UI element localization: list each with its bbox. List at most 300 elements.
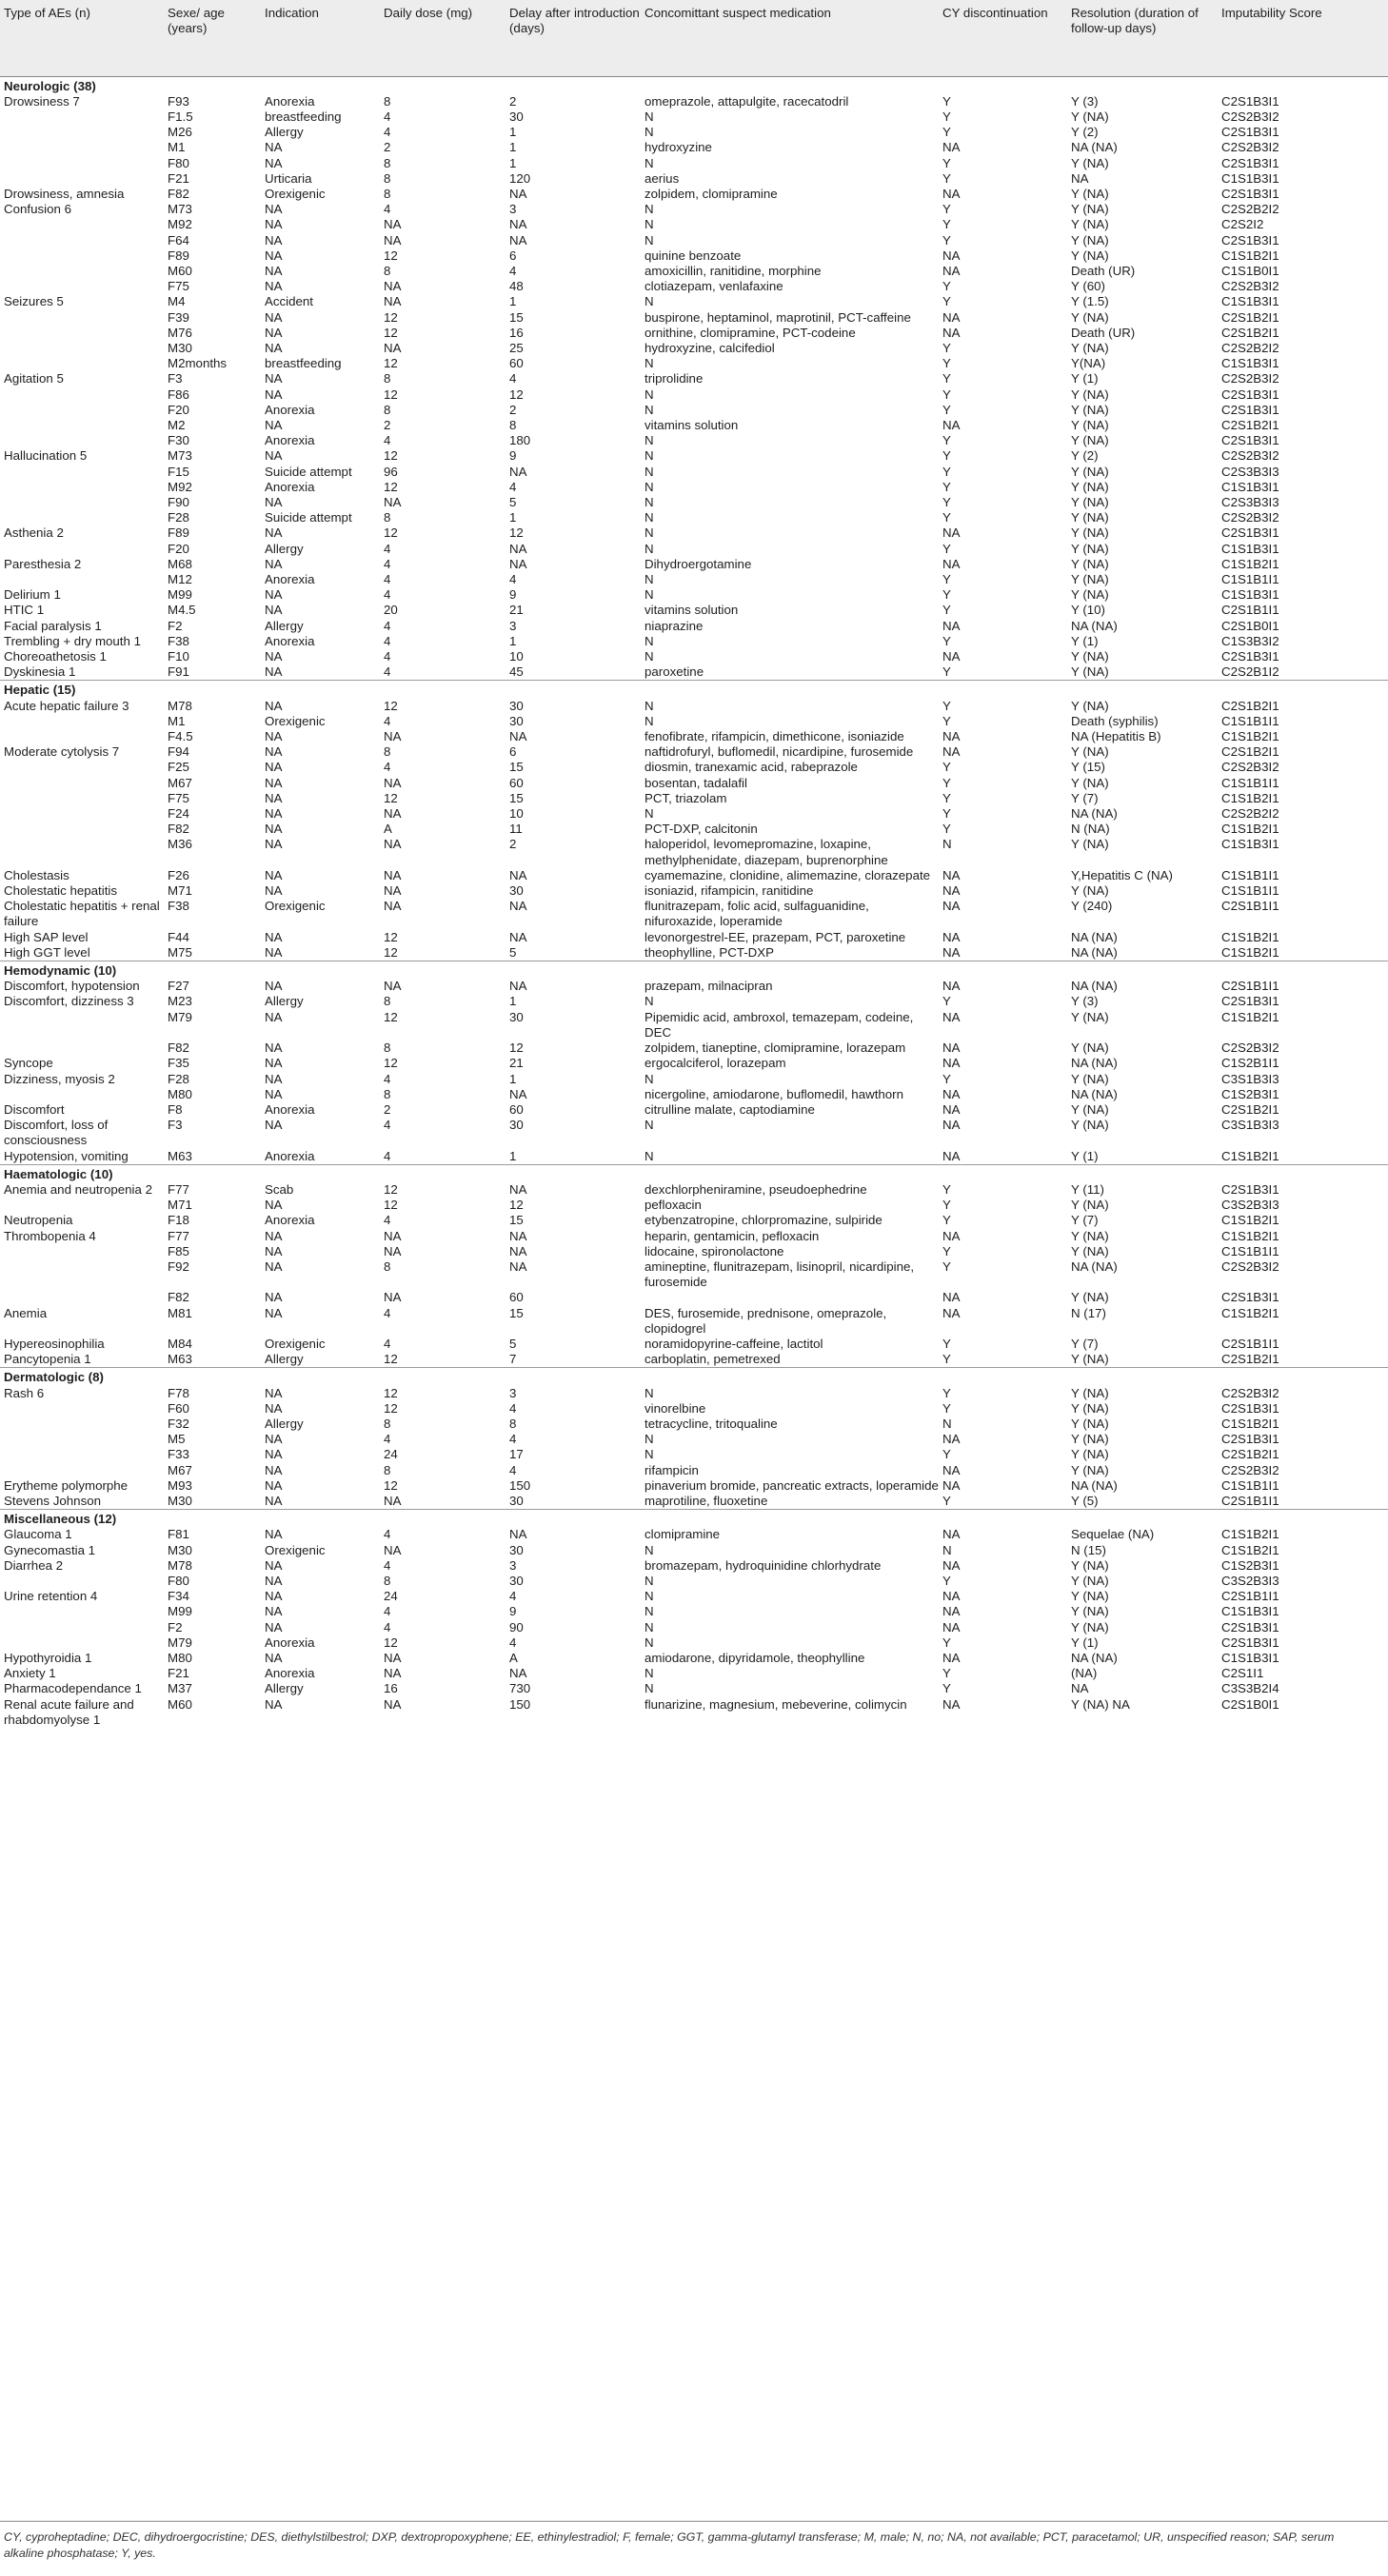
cell-indication: Accident — [265, 294, 313, 309]
cell-type-of-aes — [0, 109, 168, 125]
cell-delay-after-introduction: 1 — [509, 994, 517, 1009]
cell-type-of-aes — [0, 1259, 168, 1290]
cell-daily-dose: 12 — [384, 309, 398, 325]
cell-delay-after-introduction: 60 — [509, 1101, 524, 1117]
cell-daily-dose: 4 — [384, 713, 391, 728]
cell-daily-dose: 12 — [384, 1400, 398, 1416]
cell-concomitant-medication: N — [644, 386, 654, 402]
cell-imputability-score: C1S2B1I1 — [1221, 1056, 1279, 1071]
cell-imputability-score: C2S1B3I1 — [1221, 1181, 1279, 1197]
cell-imputability-score: C2S1B3I1 — [1221, 155, 1279, 170]
cell-concomitant-medication: N — [644, 294, 654, 309]
table-row — [0, 1259, 1388, 1290]
cell-type-of-aes: Asthenia 2 — [4, 525, 64, 541]
cell-indication: Anorexia — [265, 1213, 315, 1228]
cell-sex-age: F44 — [168, 929, 189, 944]
cell-imputability-score: C1S2B3I1 — [1221, 1086, 1279, 1101]
cell-imputability-score: C1S1B2I1 — [1221, 248, 1279, 263]
cell-cy-discontinuation: NA — [942, 944, 961, 960]
cell-cy-discontinuation: NA — [942, 899, 961, 914]
cell-sex-age: M92 — [168, 479, 192, 494]
cell-sex-age: F3 — [168, 1118, 183, 1133]
table-row — [0, 525, 1388, 541]
cell-daily-dose: 4 — [384, 1118, 391, 1133]
table-row — [0, 1386, 1388, 1401]
cell-cy-discontinuation: Y — [942, 448, 951, 464]
cell-concomitant-medication: N — [644, 125, 654, 140]
cell-resolution: Y (5) — [1071, 1493, 1099, 1508]
cell-cy-discontinuation: N — [942, 837, 952, 852]
table-row — [0, 1604, 1388, 1619]
cell-delay-after-introduction: 10 — [509, 806, 524, 822]
cell-concomitant-medication: etybenzatropine, chlorpromazine, sulpiride — [644, 1213, 882, 1228]
cell-concomitant-medication: N — [644, 155, 654, 170]
cell-resolution: Y (NA) — [1071, 1604, 1109, 1619]
cell-delay-after-introduction: 8 — [509, 1416, 517, 1431]
table-row — [0, 1527, 1388, 1542]
cell-indication: breastfeeding — [265, 109, 342, 124]
cell-cy-discontinuation: NA — [942, 1040, 961, 1056]
cell-resolution: Death (UR) — [1071, 325, 1136, 340]
cell-type-of-aes — [0, 572, 168, 587]
cell-imputability-score: C2S1B0I1 — [1221, 1696, 1279, 1712]
cell-imputability-score: C1S1B2I1 — [1221, 822, 1279, 837]
cell-delay-after-introduction: 1 — [509, 155, 517, 170]
cell-delay-after-introduction: NA — [509, 1666, 527, 1681]
cell-imputability-score: C1S1B3I1 — [1221, 837, 1279, 852]
cell-indication: Orexigenic — [265, 1336, 326, 1351]
cell-daily-dose: 12 — [384, 1385, 398, 1400]
table-row — [0, 1478, 1388, 1494]
table-row — [0, 1040, 1388, 1056]
cell-imputability-score: C2S1B1I1 — [1221, 1336, 1279, 1351]
cell-type-of-aes: Moderate cytolysis 7 — [4, 744, 120, 760]
cell-cy-discontinuation: Y — [942, 994, 951, 1009]
cell-indication: Allergy — [265, 618, 304, 633]
cell-concomitant-medication: N — [644, 202, 654, 217]
cell-concomitant-medication: N — [644, 713, 654, 728]
cell-sex-age: M80 — [168, 1651, 192, 1666]
cell-concomitant-medication: N — [644, 356, 654, 371]
cell-sex-age: F64 — [168, 232, 189, 248]
cell-indication: Anorexia — [265, 572, 315, 586]
cell-delay-after-introduction: 90 — [509, 1619, 524, 1635]
cell-cy-discontinuation: Y — [942, 1400, 951, 1416]
cell-sex-age: M81 — [168, 1305, 192, 1320]
cell-concomitant-medication: carboplatin, pemetrexed — [644, 1352, 781, 1367]
cell-sex-age: M99 — [168, 1604, 192, 1619]
cell-resolution: Y (NA) — [1071, 556, 1109, 571]
cell-cy-discontinuation: Y — [942, 217, 951, 232]
cell-sex-age: M36 — [168, 837, 192, 852]
cell-sex-age: F15 — [168, 464, 189, 479]
cell-cy-discontinuation: NA — [942, 618, 961, 633]
cell-indication: NA — [265, 248, 283, 263]
cell-resolution: Y (NA) — [1071, 309, 1109, 325]
column-header-concomitant-medication: Concomittant suspect medication — [644, 6, 831, 20]
cell-type-of-aes: Agitation 5 — [4, 371, 64, 386]
cell-concomitant-medication: amiodarone, dipyridamole, theophylline — [644, 1651, 865, 1666]
cell-imputability-score: C2S2B3I2 — [1221, 1258, 1279, 1274]
cell-resolution: Y (NA) — [1071, 1432, 1109, 1447]
cell-cy-discontinuation: NA — [942, 729, 961, 744]
cell-sex-age: F78 — [168, 1385, 189, 1400]
cell-resolution: Y (NA) — [1071, 1198, 1109, 1213]
cell-indication: Anorexia — [265, 1101, 315, 1117]
table-row — [0, 1666, 1388, 1681]
cell-concomitant-medication: hydroxyzine — [644, 140, 712, 155]
cell-daily-dose: 4 — [384, 572, 391, 586]
cell-delay-after-introduction: 45 — [509, 664, 524, 680]
cell-type-of-aes — [0, 729, 168, 744]
cell-imputability-score: C2S1B3I1 — [1221, 649, 1279, 664]
table-row — [0, 1290, 1388, 1305]
cell-resolution: Y (NA) — [1071, 433, 1109, 448]
cell-cy-discontinuation: NA — [942, 649, 961, 664]
cell-indication: NA — [265, 790, 283, 805]
cell-indication: Allergy — [265, 541, 304, 556]
cell-indication: NA — [265, 603, 283, 618]
table-row — [0, 930, 1388, 945]
cell-cy-discontinuation: NA — [942, 1305, 961, 1320]
cell-daily-dose: 4 — [384, 1604, 391, 1619]
cell-delay-after-introduction: 4 — [509, 479, 517, 494]
cell-cy-discontinuation: NA — [942, 309, 961, 325]
cell-concomitant-medication: N — [644, 572, 654, 586]
cell-daily-dose: 8 — [384, 371, 391, 386]
cell-daily-dose: NA — [384, 1666, 402, 1681]
cell-delay-after-introduction: 4 — [509, 263, 517, 278]
cell-concomitant-medication: ergocalciferol, lorazepam — [644, 1056, 786, 1071]
cell-daily-dose: 2 — [384, 1101, 391, 1117]
cell-indication: NA — [265, 494, 283, 509]
cell-delay-after-introduction: 3 — [509, 618, 517, 633]
cell-indication: Orexigenic — [265, 899, 326, 914]
cell-sex-age: F18 — [168, 1213, 189, 1228]
cell-sex-age: M67 — [168, 775, 192, 790]
cell-sex-age: F27 — [168, 979, 189, 994]
table-row — [0, 776, 1388, 791]
cell-delay-after-introduction: 4 — [509, 1635, 517, 1650]
cell-resolution: Y (NA) — [1071, 649, 1109, 664]
cell-daily-dose: NA — [384, 217, 402, 232]
table-row — [0, 744, 1388, 760]
cell-type-of-aes: Drowsiness, amnesia — [4, 186, 125, 201]
cell-concomitant-medication: aerius — [644, 170, 680, 186]
cell-resolution: Y (7) — [1071, 1213, 1099, 1228]
cell-daily-dose: 12 — [384, 386, 398, 402]
cell-delay-after-introduction: 11 — [509, 822, 523, 837]
cell-resolution: NA (NA) — [1071, 1086, 1118, 1101]
cell-daily-dose: 2 — [384, 140, 391, 155]
cell-resolution: Death (syphilis) — [1071, 713, 1159, 728]
cell-sex-age: F92 — [168, 1258, 189, 1274]
cell-resolution: Y (NA) — [1071, 202, 1109, 217]
cell-cy-discontinuation: Y — [942, 1681, 951, 1696]
cell-sex-age: F75 — [168, 790, 189, 805]
cell-resolution: Y (2) — [1071, 448, 1099, 464]
cell-type-of-aes — [0, 1087, 168, 1102]
cell-daily-dose: 12 — [384, 1009, 398, 1024]
cell-imputability-score: C2S2B3I2 — [1221, 448, 1279, 464]
cell-resolution: Y (NA) — [1071, 340, 1109, 355]
cell-concomitant-medication: N — [644, 448, 654, 464]
cell-concomitant-medication: omeprazole, attapulgite, racecatodril — [644, 93, 849, 109]
cell-daily-dose: NA — [384, 1243, 402, 1258]
cell-imputability-score: C2S1B1I1 — [1221, 979, 1279, 994]
cell-indication: NA — [265, 386, 283, 402]
cell-cy-discontinuation: Y — [942, 664, 951, 680]
cell-daily-dose: 8 — [384, 155, 391, 170]
cell-indication: NA — [265, 1557, 283, 1573]
cell-concomitant-medication: N — [644, 1635, 654, 1650]
cell-concomitant-medication: vinorelbine — [644, 1400, 706, 1416]
cell-indication: NA — [265, 1527, 283, 1542]
cell-concomitant-medication: amoxicillin, ranitidine, morphine — [644, 263, 822, 278]
cell-type-of-aes — [0, 171, 168, 187]
cell-concomitant-medication: N — [644, 1681, 654, 1696]
cell-sex-age: F91 — [168, 664, 189, 680]
cell-daily-dose: 4 — [384, 1213, 391, 1228]
cell-daily-dose: 4 — [384, 1071, 391, 1086]
cell-concomitant-medication: DES, furosemide, prednisone, omeprazole, clopidogrel — [644, 1305, 887, 1336]
cell-indication: Suicide attempt — [265, 464, 352, 479]
table-row — [0, 1072, 1388, 1087]
cell-concomitant-medication: N — [644, 1148, 654, 1163]
cell-indication: NA — [265, 371, 283, 386]
cell-imputability-score: C2S2B2I2 — [1221, 340, 1279, 355]
cell-concomitant-medication: heparin, gentamicin, pefloxacin — [644, 1228, 820, 1243]
cell-resolution: Y (15) — [1071, 760, 1105, 775]
cell-resolution: Y (2) — [1071, 125, 1099, 140]
cell-type-of-aes — [0, 1401, 168, 1417]
cell-imputability-score: C2S1B2I1 — [1221, 744, 1279, 760]
cell-sex-age: M63 — [168, 1352, 192, 1367]
cell-resolution: Y (NA) — [1071, 386, 1109, 402]
cell-type-of-aes: Glaucoma 1 — [4, 1527, 72, 1542]
cell-concomitant-medication: N — [644, 1666, 654, 1681]
cell-imputability-score: C1S1B2I1 — [1221, 1305, 1279, 1320]
cell-concomitant-medication: N — [644, 1604, 654, 1619]
cell-daily-dose: 8 — [384, 186, 391, 201]
cell-sex-age: F80 — [168, 155, 189, 170]
cell-delay-after-introduction: NA — [509, 1258, 527, 1274]
cell-imputability-score: C1S1B1I1 — [1221, 867, 1279, 882]
cell-sex-age: F26 — [168, 867, 189, 882]
cell-delay-after-introduction: 4 — [509, 1589, 517, 1604]
cell-imputability-score: C2S1B2I1 — [1221, 325, 1279, 340]
table-row — [0, 714, 1388, 729]
table-footnote: CY, cyproheptadine; DEC, dihydroergocristine; DES, diethylstilbestrol; DXP, dextropropoxyphene; EE, ethinylestradiol; F, female; GGT, gamma-glutamyl transferase; M, male; N, no; NA, not available; PCT, paracetamol; UR, unspecified reason; SAP, serum alkaline phosphatase; Y, yes. — [4, 2530, 1335, 2560]
cell-delay-after-introduction: 730 — [509, 1681, 531, 1696]
cell-daily-dose: 8 — [384, 93, 391, 109]
cell-delay-after-introduction: 30 — [509, 713, 524, 728]
cell-resolution: NA — [1071, 170, 1089, 186]
cell-sex-age: M73 — [168, 448, 192, 464]
cell-type-of-aes — [0, 837, 168, 867]
cell-resolution: Y (NA) — [1071, 232, 1109, 248]
cell-resolution: Y (NA) — [1071, 1040, 1109, 1056]
cell-resolution: Y (NA) — [1071, 1385, 1109, 1400]
cell-imputability-score: C3S2B3I3 — [1221, 1574, 1279, 1588]
cell-concomitant-medication: zolpidem, tianeptine, clomipramine, lorazepam — [644, 1040, 906, 1056]
cell-concomitant-medication: haloperidol, levomepromazine, loxapine, methylphenidate, diazepam, buprenorphine — [644, 837, 888, 867]
cell-indication: NA — [265, 729, 283, 744]
cell-imputability-score: C1S1B2I1 — [1221, 1527, 1279, 1542]
table-row — [0, 760, 1388, 775]
cell-cy-discontinuation: NA — [942, 525, 961, 541]
cell-resolution: Y (NA) — [1071, 587, 1109, 603]
cell-concomitant-medication: N — [644, 464, 654, 479]
cell-daily-dose: 4 — [384, 1619, 391, 1635]
cell-sex-age: M26 — [168, 125, 192, 140]
cell-concomitant-medication: N — [644, 1071, 654, 1086]
cell-type-of-aes: Diarrhea 2 — [4, 1557, 64, 1573]
table-row — [0, 448, 1388, 464]
cell-resolution: NA (NA) — [1071, 929, 1118, 944]
table-row — [0, 279, 1388, 294]
cell-concomitant-medication: bromazepam, hydroquinidine chlorhydrate — [644, 1557, 882, 1573]
table-body — [0, 76, 1388, 1728]
cell-indication: NA — [265, 417, 283, 432]
cell-indication: NA — [265, 1118, 283, 1133]
cell-daily-dose: 4 — [384, 1305, 391, 1320]
cell-sex-age: F30 — [168, 433, 189, 448]
cell-imputability-score: C2S1B2I1 — [1221, 698, 1279, 713]
cell-concomitant-medication: N — [644, 806, 654, 822]
cell-indication: NA — [265, 1243, 283, 1258]
cell-daily-dose: 8 — [384, 1258, 391, 1274]
cell-type-of-aes — [0, 495, 168, 510]
cell-type-of-aes: Hallucination 5 — [4, 448, 88, 464]
table-row — [0, 1417, 1388, 1432]
cell-indication: NA — [265, 279, 283, 294]
cell-delay-after-introduction: 6 — [509, 248, 517, 263]
cell-type-of-aes: Hypothyroidia 1 — [4, 1651, 92, 1666]
cell-delay-after-introduction: NA — [509, 217, 527, 232]
cell-cy-discontinuation: Y — [942, 340, 951, 355]
table-row — [0, 1635, 1388, 1651]
cell-resolution: Y (3) — [1071, 93, 1099, 109]
cell-delay-after-introduction: 12 — [509, 525, 524, 541]
cell-cy-discontinuation: NA — [942, 1589, 961, 1604]
cell-resolution: Y (NA) — [1071, 837, 1109, 852]
cell-delay-after-introduction: NA — [509, 464, 527, 479]
table-row — [0, 495, 1388, 510]
cell-delay-after-introduction: 12 — [509, 386, 524, 402]
cell-indication: Anorexia — [265, 1635, 315, 1650]
cell-cy-discontinuation: Y — [942, 170, 951, 186]
cell-cy-discontinuation: Y — [942, 1181, 951, 1197]
cell-delay-after-introduction: 48 — [509, 279, 524, 294]
cell-delay-after-introduction: 9 — [509, 587, 517, 603]
cell-delay-after-introduction: 4 — [509, 572, 517, 586]
cell-type-of-aes: Urine retention 4 — [4, 1589, 98, 1604]
table-row — [0, 310, 1388, 326]
table-row — [0, 619, 1388, 634]
table-header — [0, 0, 1388, 76]
table-row — [0, 1102, 1388, 1118]
cell-cy-discontinuation: Y — [942, 1635, 951, 1650]
cell-delay-after-introduction: 12 — [509, 1040, 524, 1056]
cell-indication: NA — [265, 1432, 283, 1447]
cell-concomitant-medication: dexchlorpheniramine, pseudoephedrine — [644, 1181, 867, 1197]
cell-delay-after-introduction: 1 — [509, 633, 517, 648]
table-row — [0, 1352, 1388, 1368]
cell-sex-age: F33 — [168, 1447, 189, 1462]
table-row — [0, 1182, 1388, 1198]
table-row — [0, 1401, 1388, 1417]
cell-type-of-aes: Syncope — [4, 1056, 53, 1071]
cell-imputability-score: C1S1B2I1 — [1221, 1416, 1279, 1431]
cell-daily-dose: 12 — [384, 1477, 398, 1493]
cell-type-of-aes — [0, 433, 168, 448]
cell-daily-dose: 12 — [384, 1181, 398, 1197]
cell-imputability-score: C2S2B3I2 — [1221, 109, 1279, 124]
cell-concomitant-medication: vitamins solution — [644, 417, 739, 432]
cell-type-of-aes: Anxiety 1 — [4, 1666, 56, 1681]
cell-resolution: Y (NA) — [1071, 1574, 1109, 1588]
cell-delay-after-introduction: NA — [509, 232, 527, 248]
cell-daily-dose: 4 — [384, 1527, 391, 1542]
cell-cy-discontinuation: Y — [942, 356, 951, 371]
cell-indication: NA — [265, 1086, 283, 1101]
cell-cy-discontinuation: NA — [942, 979, 961, 994]
cell-daily-dose: 8 — [384, 510, 391, 525]
cell-resolution: NA (Hepatitis B) — [1071, 729, 1161, 744]
cell-delay-after-introduction: 1 — [509, 140, 517, 155]
cell-delay-after-introduction: 150 — [509, 1477, 531, 1493]
table-row — [0, 1056, 1388, 1071]
cell-daily-dose: 4 — [384, 664, 391, 680]
cell-daily-dose: 4 — [384, 1557, 391, 1573]
cell-imputability-score: C3S1B3I3 — [1221, 1118, 1279, 1133]
cell-type-of-aes: Discomfort — [4, 1101, 65, 1117]
cell-indication: NA — [265, 1228, 283, 1243]
cell-indication: NA — [265, 649, 283, 664]
cell-type-of-aes — [0, 279, 168, 294]
cell-sex-age: F20 — [168, 541, 189, 556]
cell-type-of-aes — [0, 760, 168, 775]
cell-imputability-score: C2S1B3I1 — [1221, 1635, 1279, 1650]
cell-indication: Anorexia — [265, 633, 315, 648]
cell-cy-discontinuation: N — [942, 1542, 952, 1557]
cell-delay-after-introduction: 30 — [509, 698, 524, 713]
cell-daily-dose: 12 — [384, 248, 398, 263]
cell-type-of-aes — [0, 1620, 168, 1635]
cell-type-of-aes — [0, 356, 168, 371]
cell-daily-dose: NA — [384, 1696, 402, 1712]
cell-indication: NA — [265, 1056, 283, 1071]
cell-daily-dose: 4 — [384, 618, 391, 633]
cell-resolution: Y (11) — [1071, 1181, 1104, 1197]
cell-cy-discontinuation: Y — [942, 1243, 951, 1258]
table-row — [0, 1697, 1388, 1728]
cell-resolution: Y (240) — [1071, 899, 1113, 914]
table-row — [0, 1463, 1388, 1478]
cell-resolution: Y (NA) — [1071, 1400, 1109, 1416]
cell-resolution: NA (NA) — [1071, 1651, 1118, 1666]
cell-indication: NA — [265, 448, 283, 464]
cell-sex-age: M1 — [168, 140, 186, 155]
cell-concomitant-medication: Dihydroergotamine — [644, 556, 752, 571]
table-row — [0, 1118, 1388, 1148]
cell-concomitant-medication: vitamins solution — [644, 603, 739, 618]
cell-indication: Orexigenic — [265, 1542, 326, 1557]
table-row — [0, 465, 1388, 480]
cell-concomitant-medication: N — [644, 217, 654, 232]
table-row — [0, 510, 1388, 525]
